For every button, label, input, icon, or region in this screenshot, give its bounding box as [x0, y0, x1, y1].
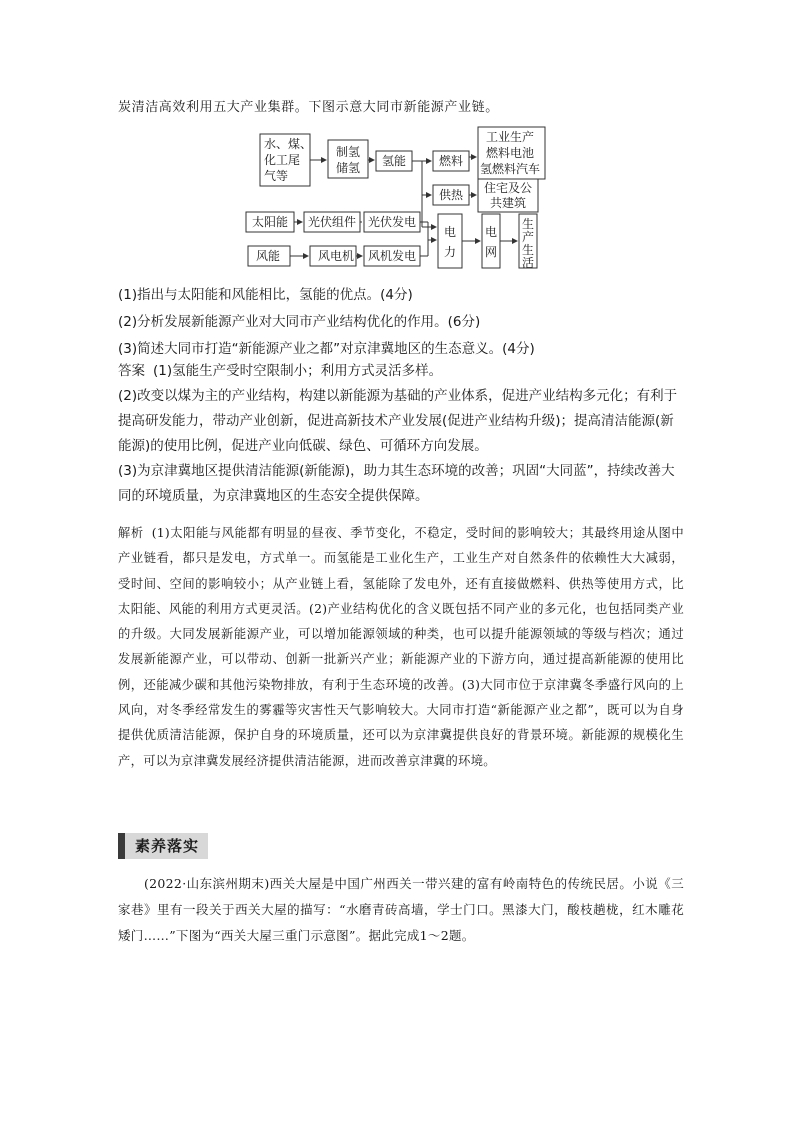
answer-3: (3)为京津冀地区提供清洁能源(新能源)，助力其生态环境的改善；巩固“大同蓝”，持续改善大同的环境质量，为京津冀地区的生态安全提供保障。 [118, 463, 675, 504]
life-label-4: 活 [522, 256, 535, 270]
electricity-box [438, 214, 462, 268]
raw-materials-label-1: 水、煤、 [264, 137, 313, 151]
industry-label-1: 工业生产 [486, 130, 535, 144]
hydrogen-production-label-1: 制氢 [336, 145, 361, 159]
fuel-label: 燃料 [439, 154, 464, 168]
question-3: (3)简述大同市打造“新能源产业之都”对京津冀地区的生态意义。(4分) [118, 341, 535, 357]
answer-block [118, 359, 684, 509]
passage: (2022·山东滨州期末)西关大屋是中国广州西关一带兴建的富有岭南特色的传统民居。小说《三家巷》里有一段关于西关大屋的描写：“水磨青砖高墙，学士门口。黑漆大门，酸枝趟栊，红木雕花矮门……”下图为“西关大屋三重门示意图”。据此完成1～2题。 [118, 876, 684, 943]
residential-label-2: 共建筑 [490, 196, 527, 210]
hydrogen-production-label-2: 储氢 [336, 161, 361, 175]
analysis-text: (1)太阳能与风能都有明显的昼夜、季节变化，不稳定，受时间的影响较大；其最终用途从图中产业链看，都只是发电，方式单一。而氢能是工业化生产，工业生产对自然条件的依赖性大大减弱，受时间、空间的影响较小；从产业链上看，氢能除了发电外，还有直接做燃料、供热等使用方式，比太阳能、风能的利用方式更灵活。(2)产业结构优化的含义既包括不同产业的多元化，也包括同类产业的升级。大同发展新能源产业，可以增加能源领域的种类，也可以提升能源领域的等级与档次；通过发展新能源产业，可以带动、创新一批新兴产业；新能源产业的下游方向，通过提高新能源的使用比例，还能减少碳和其他污染物排放，有利于生态环境的改善。(3)大同市位于京津冀冬季盛行风向的上风向，对冬季经常发生的雾霾等灾害性天气影响较大。大同市打造“新能源产业之都”，既可以为自身提供优质清洁能源，保护自身的环境质量，还可以为京津冀提供良好的背景环境。新能源的规模化生产，可以为京津冀发展经济提供清洁能源，进而改善京津冀的环境。 [118, 526, 684, 768]
question-2: (2)分析发展新能源产业对大同市产业结构优化的作用。(6分) [118, 314, 481, 330]
grid-box [482, 214, 500, 268]
wind-turbine-label: 风电机 [318, 249, 355, 263]
industry-chain-diagram [240, 122, 560, 272]
industry-label-2: 燃料电池 [486, 146, 535, 160]
residential-label-1: 住宅及公 [484, 181, 533, 195]
section-heading [118, 833, 208, 859]
electricity-label-2: 力 [444, 245, 457, 259]
pv-module-label: 光伏组件 [308, 215, 357, 229]
life-label-2: 产 [522, 230, 535, 244]
raw-materials-label-2: 化工尾 [264, 153, 301, 167]
electricity-label-1: 电 [444, 225, 457, 239]
pv-power-label: 光伏发电 [368, 215, 417, 229]
analysis-block [118, 521, 684, 774]
section-title: 素养落实 [135, 837, 200, 855]
industry-label-3: 氢燃料汽车 [480, 162, 541, 176]
life-label-3: 生 [522, 243, 535, 257]
grid-label-2: 网 [485, 245, 498, 259]
analysis-label: 解析 [118, 526, 144, 540]
question-1: (1)指出与太阳能和风能相比，氢能的优点。(4分) [118, 287, 413, 303]
answer-2: (2)改变以煤为主的产业结构，构建以新能源为基础的产业体系，促进产业结构多元化；有利于提高研发能力，带动产业创新，促进高新技术产业发展(促进产业结构升级)；提高清洁能源(新能源)的使用比例，促进产业向低碳、绿色、可循环方向发展。 [118, 388, 678, 454]
wind-power-label: 风机发电 [368, 249, 417, 263]
grid-label-1: 电 [485, 225, 498, 239]
solar-label: 太阳能 [252, 215, 289, 229]
answer-label: 答案 [118, 363, 145, 379]
answer-1-line [118, 359, 684, 384]
life-label-1: 生 [522, 217, 535, 231]
answer-1: (1)氢能生产受时空限制小；利用方式灵活多样。 [153, 363, 443, 379]
hydrogen-label: 氢能 [382, 154, 407, 168]
wind-label: 风能 [256, 249, 281, 263]
raw-materials-label-3: 气等 [264, 169, 289, 183]
intro-line: 炭清洁高效利用五大产业集群。下图示意大同市新能源产业链。 [118, 100, 499, 115]
heating-label: 供热 [439, 188, 464, 202]
